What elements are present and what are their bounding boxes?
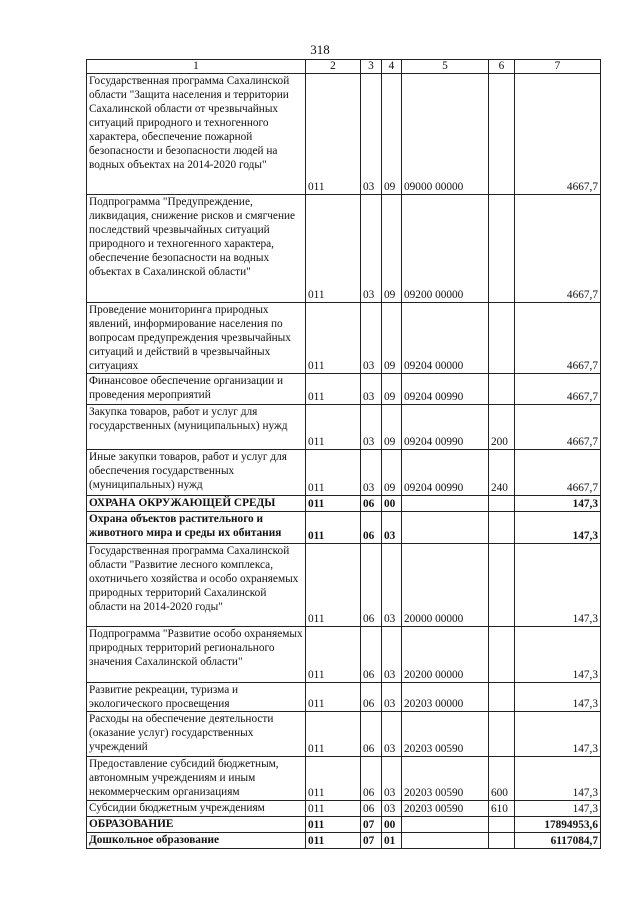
expense-type-cell	[489, 683, 515, 712]
target-article-cell	[402, 512, 489, 544]
row-name-cell: Расходы на обеспечение деятельности (оказание услуг) государственных учреждений	[87, 712, 306, 757]
ministry-code-cell: 011	[306, 712, 361, 757]
header-col-1: 1	[87, 60, 306, 74]
row-name-cell: Иные закупки товаров, работ и услуг для обеспечения государственных (муниципальных) нужд	[87, 450, 306, 496]
expense-type-cell: 600	[489, 757, 515, 801]
expense-type-cell: 240	[489, 450, 515, 496]
amount-cell: 17894953,6	[515, 817, 601, 833]
row-name-cell: Развитие рекреации, туризма и экологического просвещения	[87, 683, 306, 712]
expense-type-cell	[489, 833, 515, 849]
expense-type-cell	[489, 817, 515, 833]
table-row	[87, 496, 601, 512]
expense-type-cell	[489, 627, 515, 683]
expense-type-cell	[489, 712, 515, 757]
section-cell: 06	[361, 496, 382, 512]
expense-type-cell	[489, 303, 515, 374]
target-article-cell: 20203 00590	[402, 712, 489, 757]
amount-cell: 147,3	[515, 801, 601, 817]
ministry-code-cell: 011	[306, 195, 361, 303]
ministry-code-cell: 011	[306, 817, 361, 833]
ministry-code-cell: 011	[306, 405, 361, 450]
table-row	[87, 512, 601, 544]
section-cell: 03	[361, 405, 382, 450]
ministry-code-cell: 011	[306, 627, 361, 683]
section-cell: 06	[361, 512, 382, 544]
section-cell: 07	[361, 833, 382, 849]
target-article-cell: 09204 00000	[402, 303, 489, 374]
row-name-cell: ОХРАНА ОКРУЖАЮЩЕЙ СРЕДЫ	[87, 496, 306, 512]
row-name-cell: Субсидии бюджетным учреждениям	[87, 801, 306, 817]
section-cell: 07	[361, 817, 382, 833]
ministry-code-cell: 011	[306, 374, 361, 405]
ministry-code-cell: 011	[306, 544, 361, 627]
subsection-cell: 03	[382, 544, 402, 627]
target-article-cell	[402, 496, 489, 512]
table-row	[87, 450, 601, 496]
target-article-cell: 09204 00990	[402, 374, 489, 405]
amount-cell: 147,3	[515, 544, 601, 627]
amount-cell: 6117084,7	[515, 833, 601, 849]
table-row	[87, 683, 601, 712]
ministry-code-cell: 011	[306, 512, 361, 544]
amount-cell: 147,3	[515, 627, 601, 683]
row-name-cell: Проведение мониторинга природных явлений, информирование населения по вопросам предупреждения чрезвычайных ситуаций и действий в чрезвычайных ситуациях	[87, 303, 306, 374]
table-row	[87, 374, 601, 405]
subsection-cell: 03	[382, 512, 402, 544]
target-article-cell: 09204 00990	[402, 405, 489, 450]
ministry-code-cell: 011	[306, 801, 361, 817]
expense-type-cell	[489, 74, 515, 195]
table-row	[87, 195, 601, 303]
row-name-cell: Закупка товаров, работ и услуг для государственных (муниципальных) нужд	[87, 405, 306, 450]
section-cell: 06	[361, 757, 382, 801]
header-col-6: 6	[489, 60, 515, 74]
expense-type-cell	[489, 512, 515, 544]
budget-table	[86, 59, 601, 849]
target-article-cell: 09200 00000	[402, 195, 489, 303]
expense-type-cell	[489, 496, 515, 512]
amount-cell: 4667,7	[515, 303, 601, 374]
expense-type-cell	[489, 195, 515, 303]
subsection-cell: 00	[382, 496, 402, 512]
target-article-cell: 09000 00000	[402, 74, 489, 195]
ministry-code-cell: 011	[306, 683, 361, 712]
subsection-cell: 09	[382, 195, 402, 303]
row-name-cell: Подпрограмма "Развитие особо охраняемых природных территорий регионального значения Сахалинской области"	[87, 627, 306, 683]
amount-cell: 147,3	[515, 512, 601, 544]
subsection-cell: 03	[382, 712, 402, 757]
amount-cell: 4667,7	[515, 450, 601, 496]
header-col-7: 7	[515, 60, 601, 74]
subsection-cell: 09	[382, 405, 402, 450]
ministry-code-cell: 011	[306, 833, 361, 849]
table-row	[87, 833, 601, 849]
target-article-cell: 09204 00990	[402, 450, 489, 496]
subsection-cell: 03	[382, 627, 402, 683]
target-article-cell	[402, 817, 489, 833]
table-row	[87, 801, 601, 817]
ministry-code-cell: 011	[306, 496, 361, 512]
row-name-cell: ОБРАЗОВАНИЕ	[87, 817, 306, 833]
ministry-code-cell: 011	[306, 757, 361, 801]
subsection-cell: 03	[382, 683, 402, 712]
table-row	[87, 757, 601, 801]
amount-cell: 147,3	[515, 496, 601, 512]
subsection-cell: 03	[382, 801, 402, 817]
expense-type-cell	[489, 374, 515, 405]
page-number: 318	[310, 42, 330, 57]
section-cell: 06	[361, 627, 382, 683]
section-cell: 03	[361, 74, 382, 195]
section-cell: 03	[361, 450, 382, 496]
header-col-5: 5	[402, 60, 489, 74]
table-row	[87, 405, 601, 450]
section-cell: 06	[361, 801, 382, 817]
amount-cell: 147,3	[515, 683, 601, 712]
amount-cell: 147,3	[515, 757, 601, 801]
subsection-cell: 09	[382, 303, 402, 374]
row-name-cell: Предоставление субсидий бюджетным, автономным учреждениям и иным некоммерческим организациям	[87, 757, 306, 801]
subsection-cell: 09	[382, 74, 402, 195]
section-cell: 03	[361, 374, 382, 405]
amount-cell: 4667,7	[515, 74, 601, 195]
ministry-code-cell: 011	[306, 450, 361, 496]
section-cell: 03	[361, 195, 382, 303]
expense-type-cell	[489, 544, 515, 627]
row-name-cell: Государственная программа Сахалинской области "Защита населения и территории Сахалинской области от чрезвычайных ситуаций природного и техногенного характера, обеспечение пожарной безопасности и безопасности людей на водных объектах на 2014-2020 годы"	[87, 74, 306, 195]
header-col-4: 4	[382, 60, 402, 74]
subsection-cell: 09	[382, 374, 402, 405]
expense-type-cell: 200	[489, 405, 515, 450]
amount-cell: 4667,7	[515, 405, 601, 450]
target-article-cell	[402, 833, 489, 849]
table-row	[87, 627, 601, 683]
section-cell: 06	[361, 712, 382, 757]
table-row	[87, 544, 601, 627]
table-header-row	[87, 60, 601, 74]
subsection-cell: 00	[382, 817, 402, 833]
subsection-cell: 09	[382, 450, 402, 496]
target-article-cell: 20000 00000	[402, 544, 489, 627]
expense-type-cell: 610	[489, 801, 515, 817]
target-article-cell: 20203 00590	[402, 757, 489, 801]
row-name-cell: Государственная программа Сахалинской области "Развитие лесного комплекса, охотничьего хозяйства и особо охраняемых природных территорий Сахалинской области на 2014-2020 годы"	[87, 544, 306, 627]
section-cell: 06	[361, 544, 382, 627]
subsection-cell: 03	[382, 757, 402, 801]
header-col-2: 2	[306, 60, 361, 74]
amount-cell: 4667,7	[515, 374, 601, 405]
section-cell: 03	[361, 303, 382, 374]
table-row	[87, 303, 601, 374]
amount-cell: 4667,7	[515, 195, 601, 303]
target-article-cell: 20203 00590	[402, 801, 489, 817]
target-article-cell: 20200 00000	[402, 627, 489, 683]
row-name-cell: Охрана объектов растительного и животного мира и среды их обитания	[87, 512, 306, 544]
table-row	[87, 712, 601, 757]
amount-cell: 147,3	[515, 712, 601, 757]
header-col-3: 3	[361, 60, 382, 74]
ministry-code-cell: 011	[306, 303, 361, 374]
table-row	[87, 817, 601, 833]
row-name-cell: Подпрограмма "Предупреждение, ликвидация, снижение рисков и смягчение последствий чрезвычайных ситуаций природного и техногенного характера, обеспечение безопасности на водных объектах в Сахалинской области"	[87, 195, 306, 303]
ministry-code-cell: 011	[306, 74, 361, 195]
row-name-cell: Дошкольное образование	[87, 833, 306, 849]
section-cell: 06	[361, 683, 382, 712]
target-article-cell: 20203 00000	[402, 683, 489, 712]
subsection-cell: 01	[382, 833, 402, 849]
row-name-cell: Финансовое обеспечение организации и проведения мероприятий	[87, 374, 306, 405]
table-row	[87, 74, 601, 195]
